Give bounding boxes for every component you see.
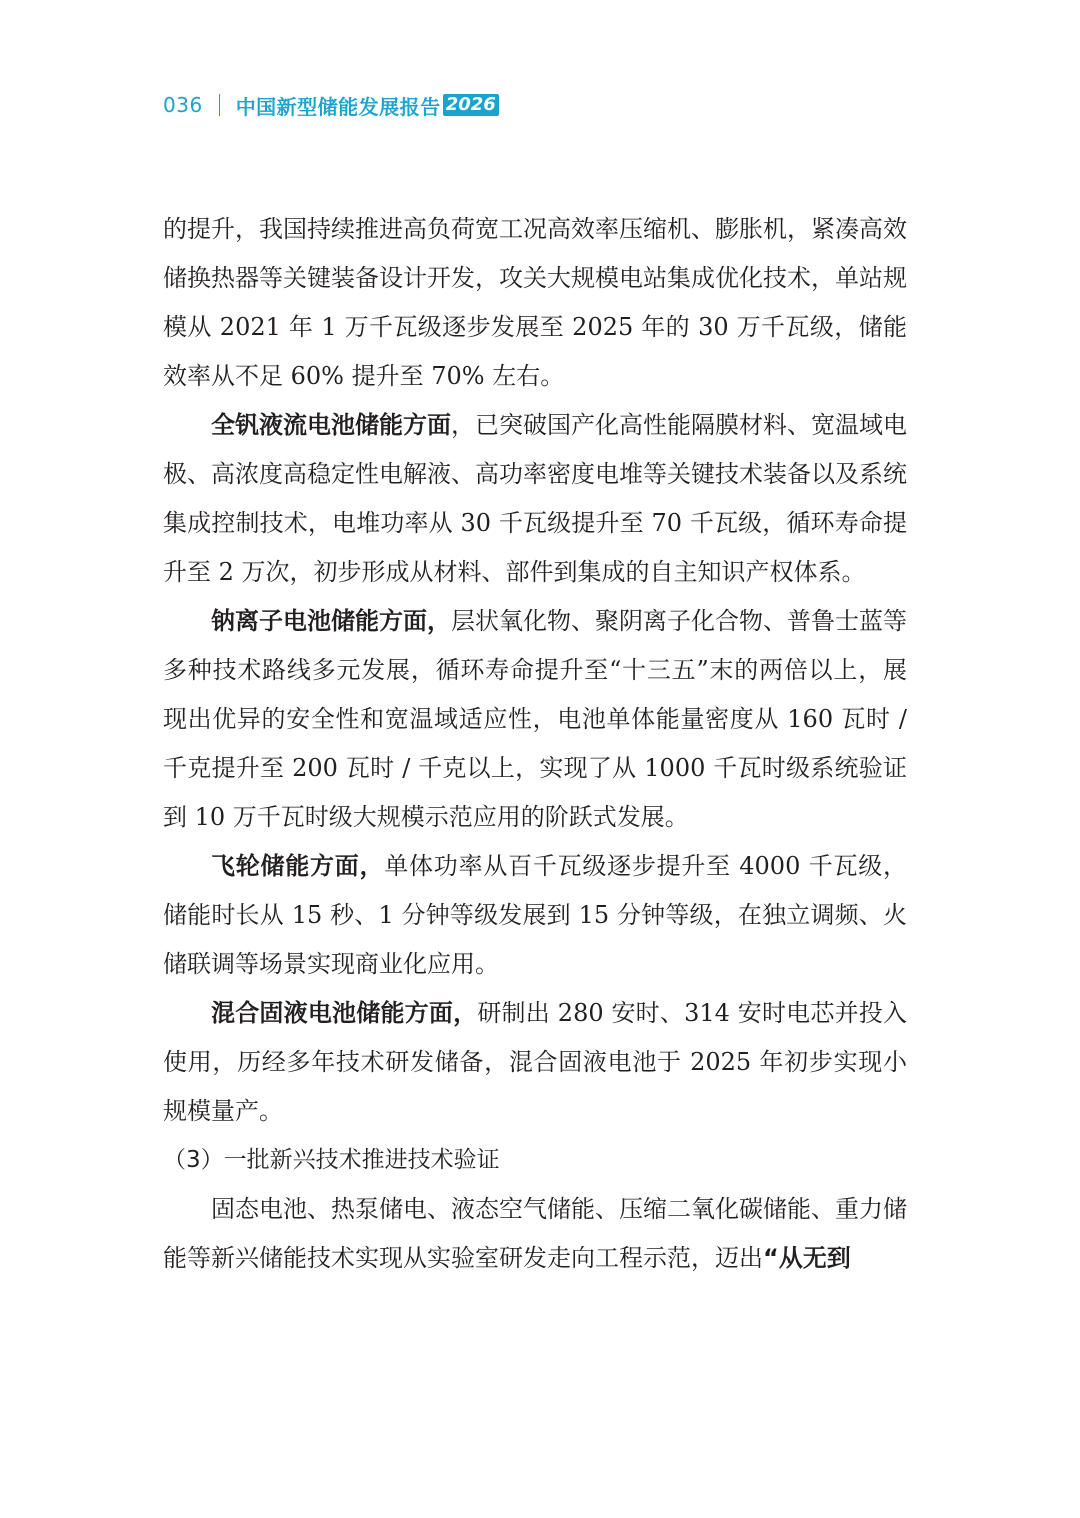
paragraph-hybrid-solid-liquid — [163, 989, 907, 1136]
paragraph-text: 研制出 280 安时、314 安时电芯并投入使用，历经多年技术研发储备，混合固液电池于 2025 年初步实现小规模量产。 — [163, 999, 907, 1125]
paragraph-sodium-ion — [163, 597, 907, 842]
paragraph-lead: 钠离子电池储能方面， — [211, 607, 451, 635]
running-header — [163, 88, 499, 122]
paragraph-text: 固态电池、热泵储电、液态空气储能、压缩二氧化碳储能、重力储能等新兴储能技术实现从实验室研发走向工程示范，迈出 — [163, 1195, 907, 1272]
paragraph-text: ，已突破国产化高性能隔膜材料、宽温域电极、高浓度高稳定性电解液、高功率密度电堆等关键技术装备以及系统集成控制技术，电堆功率从 30 千瓦级提升至 70 千瓦级，循环寿命提升至 2 万次，初步形成从材料、部件到集成的自主知识产权体系。 — [163, 411, 907, 586]
paragraph-compressed-air — [163, 205, 907, 401]
paragraph-vanadium-flow — [163, 401, 907, 597]
section-subheading: （3）一批新兴技术推进技术验证 — [163, 1147, 500, 1173]
paragraph-lead: 飞轮储能方面， — [211, 852, 385, 880]
header-divider — [219, 94, 220, 116]
paragraph-lead: 全钒液流电池储能方面 — [211, 411, 451, 439]
paragraph-emerging-tech — [163, 1185, 907, 1283]
book-title: 中国新型储能发展报告 — [235, 94, 441, 119]
paragraph-text: 层状氧化物、聚阴离子化合物、普鲁士蓝等多种技术路线多元发展，循环寿命提升至“十三五”末的两倍以上，展现出优异的安全性和宽温域适应性，电池单体能量密度从 160 瓦时 / 千克提升至 200 瓦时 / 千克以上，实现了从 1000 千瓦时级系统验证到 10 万千瓦时级大规模示范应用的阶跃式发展。 — [163, 607, 907, 831]
body-text — [163, 205, 907, 1283]
paragraph-text: 单体功率从百千瓦级逐步提升至 4000 千瓦级，储能时长从 15 秒、1 分钟等级发展到 15 分钟等级，在独立调频、火储联调等场景实现商业化应用。 — [163, 852, 907, 978]
paragraph-bold-tail: “从无到 — [763, 1244, 851, 1272]
year-badge: 2026 — [443, 94, 499, 116]
page-number: 036 — [163, 93, 203, 117]
paragraph-flywheel — [163, 842, 907, 989]
paragraph-text: 的提升，我国持续推进高负荷宽工况高效率压缩机、膨胀机，紧凑高效储换热器等关键装备设计开发，攻关大规模电站集成优化技术，单站规模从 2021 年 1 万千瓦级逐步发展至 2025 年的 30 万千瓦级，储能效率从不足 60% 提升至 70% 左右。 — [163, 215, 907, 390]
paragraph-lead: 混合固液电池储能方面， — [211, 999, 478, 1027]
